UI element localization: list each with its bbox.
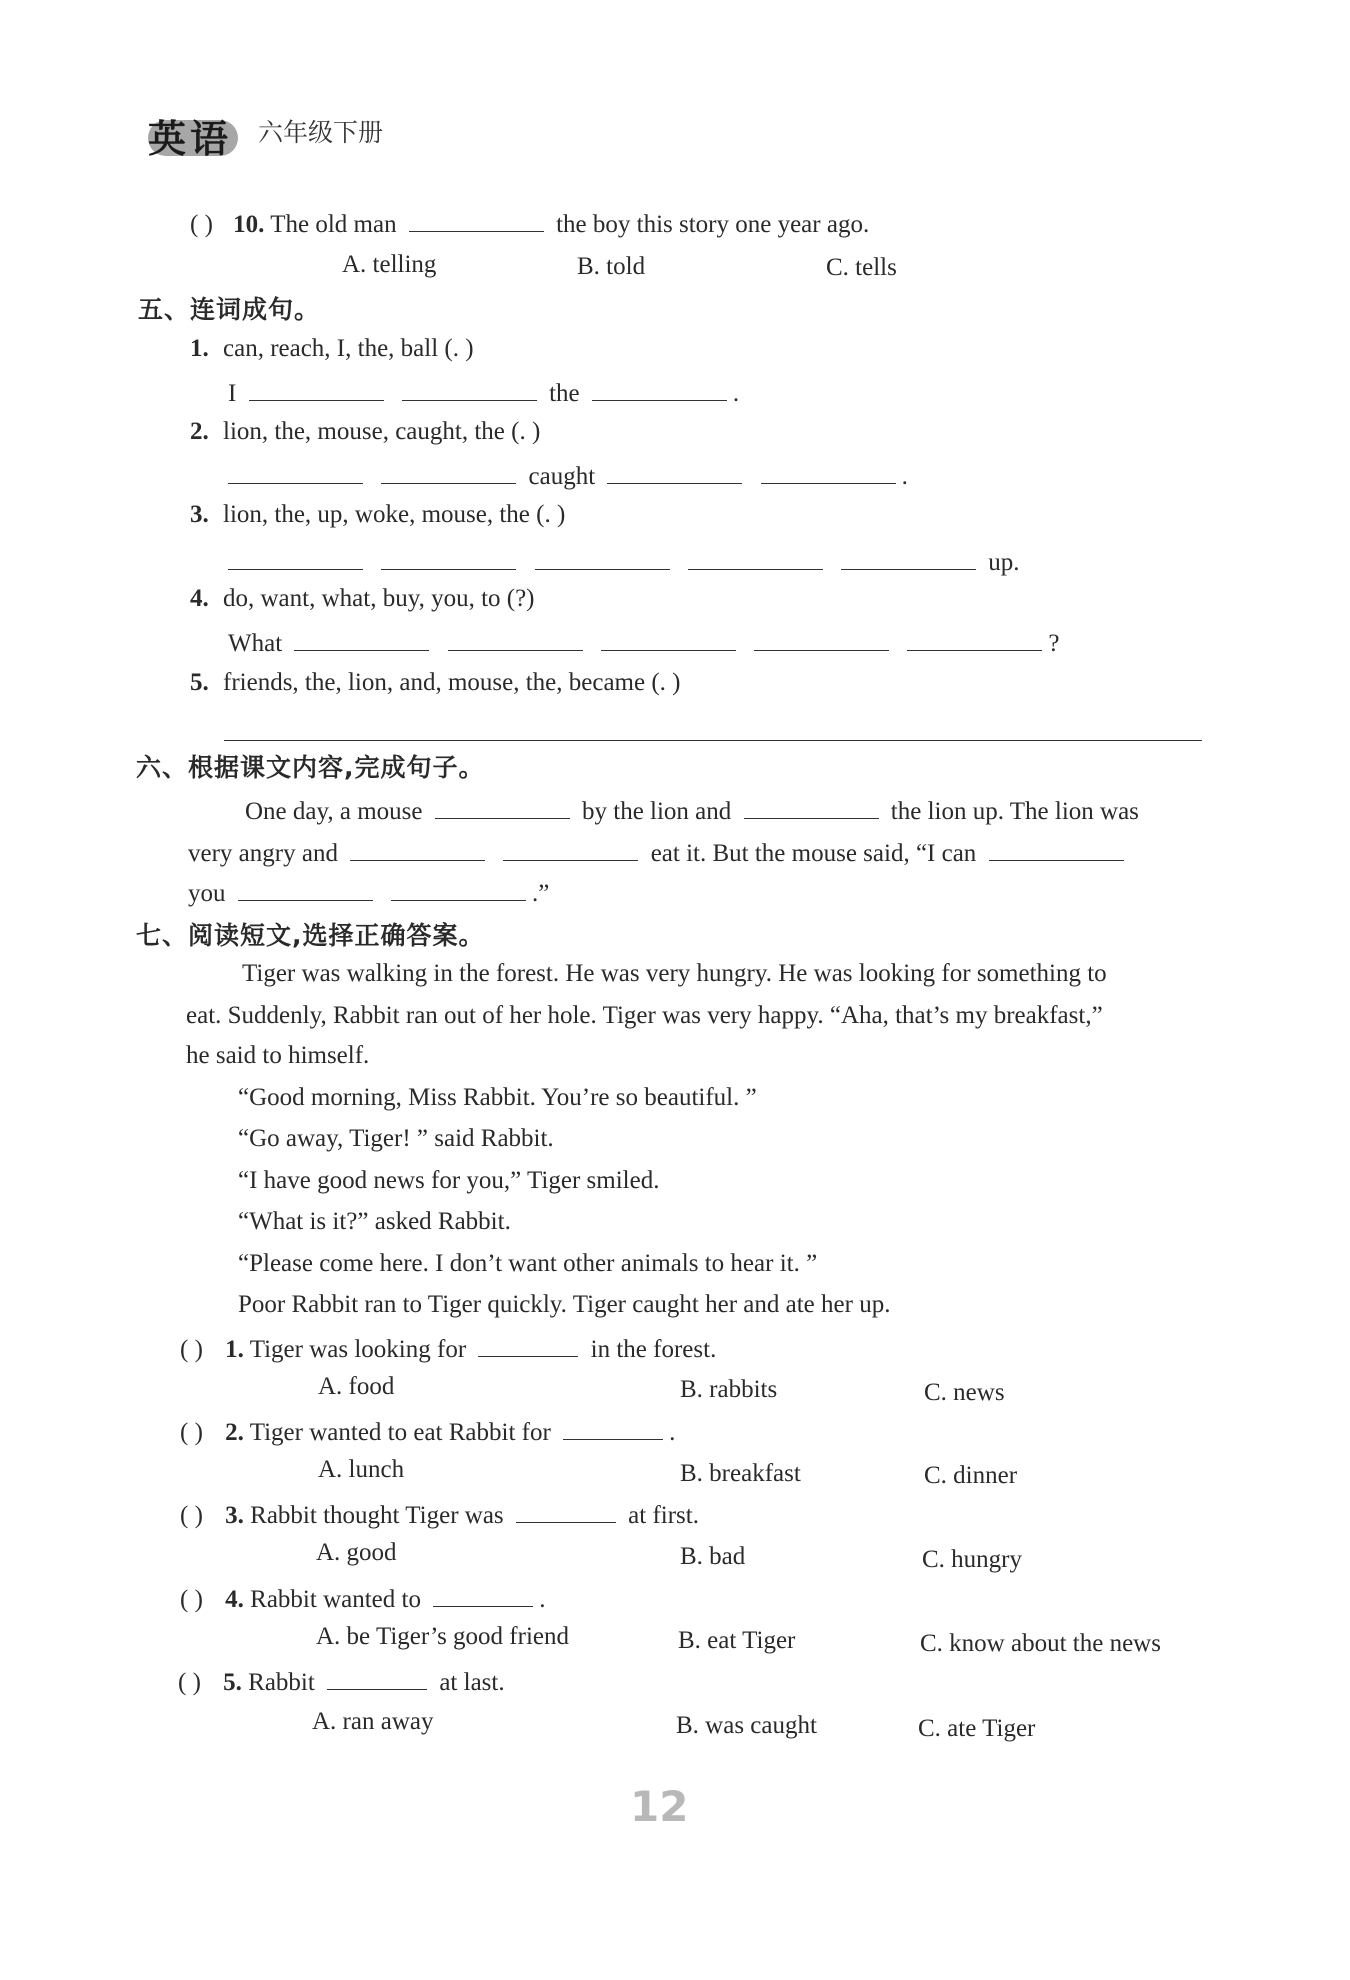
sentence-end: up. (988, 549, 1020, 576)
s7-q4-option-c: C. know about the news (920, 1630, 1161, 1657)
subject-logo (142, 108, 242, 161)
answer-blank[interactable] (503, 834, 638, 861)
question-number: 1. (225, 1336, 244, 1363)
s7-q2-option-c: C. dinner (924, 1462, 1018, 1489)
answer-blank[interactable] (516, 1496, 616, 1523)
s5-item2-words (190, 415, 540, 449)
section7-title: 七、阅读短文,选择正确答案。 (136, 921, 485, 950)
s7-q2-option-a: A. lunch (318, 1456, 405, 1483)
question-text: Rabbit wanted to (250, 1586, 421, 1613)
answer-blank[interactable] (744, 792, 879, 819)
q10-option-b: B. told (577, 253, 646, 280)
s7-q2 (180, 1413, 675, 1450)
question-text: Rabbit (248, 1669, 315, 1696)
passage-line: “Please come here. I don’t want other animals to hear it. ” (238, 1250, 818, 1277)
text: very angry and (188, 840, 338, 867)
answer-blank[interactable] (601, 624, 736, 651)
text: you (188, 880, 226, 907)
answer-paren[interactable]: ( ) (180, 1502, 203, 1529)
item-number: 2. (190, 418, 209, 445)
text: eat it. But the mouse said, “I can (650, 840, 977, 867)
s7-q3-option-c: C. hungry (922, 1546, 1022, 1573)
s7-q3-option-a: A. good (316, 1539, 397, 1566)
sentence-start: What (228, 630, 283, 657)
question-number: 4. (225, 1586, 244, 1613)
passage-line: “I have good news for you,” Tiger smiled. (238, 1167, 660, 1194)
answer-paren[interactable]: ( ) (180, 1586, 203, 1613)
s7-q1-option-c: C. news (924, 1379, 1005, 1406)
passage-line: eat. Suddenly, Rabbit ran out of her hole. Tiger was very happy. “Aha, that’s my breakfast,” (186, 1002, 1103, 1029)
sentence-word: caught (528, 463, 596, 490)
passage-line: he said to himself. (186, 1042, 370, 1069)
s7-q5-option-b: B. was caught (676, 1712, 817, 1739)
s6-line3 (188, 874, 549, 911)
question-text: at first. (628, 1502, 699, 1529)
answer-blank[interactable] (535, 543, 670, 570)
s7-q5 (178, 1663, 505, 1700)
s5-item1-answer (228, 374, 739, 411)
answer-blank[interactable] (327, 1663, 427, 1690)
q10-option-c: C. tells (826, 254, 897, 281)
sentence-end: ? (1048, 630, 1060, 657)
answer-line[interactable] (224, 740, 1202, 741)
answer-blank[interactable] (238, 874, 373, 901)
answer-blank[interactable] (448, 624, 583, 651)
sentence-end: . (901, 463, 908, 490)
answer-paren[interactable]: ( ) (180, 1336, 203, 1363)
grade-label: 六年级下册 (258, 118, 384, 147)
answer-blank[interactable] (391, 874, 526, 901)
word-list: do, want, what, buy, you, to (?) (223, 585, 535, 612)
s7-q4-option-b: B. eat Tiger (678, 1627, 796, 1654)
question-text: Rabbit thought Tiger was (250, 1502, 504, 1529)
word-list: lion, the, mouse, caught, the (. ) (223, 418, 541, 445)
answer-blank[interactable] (478, 1330, 578, 1357)
section5-title: 五、连词成句。 (138, 295, 321, 324)
question-text: at last. (439, 1669, 505, 1696)
s7-q2-option-b: B. breakfast (680, 1460, 801, 1487)
s7-q4 (180, 1580, 545, 1617)
answer-blank[interactable] (381, 543, 516, 570)
subject-title: 英语 (148, 117, 233, 161)
question-number: 2. (225, 1419, 244, 1446)
s7-q3-option-b: B. bad (680, 1543, 746, 1570)
item-number: 5. (190, 669, 209, 696)
s6-line2 (188, 834, 1130, 871)
item-number: 4. (190, 585, 209, 612)
sentence-end: . (732, 380, 740, 407)
question-text: Tiger was looking for (249, 1336, 467, 1363)
answer-blank[interactable] (754, 624, 889, 651)
answer-blank[interactable] (350, 834, 485, 861)
answer-blank[interactable] (761, 457, 896, 484)
answer-blank[interactable] (381, 457, 516, 484)
question-text: . (539, 1586, 546, 1613)
answer-blank[interactable] (228, 543, 363, 570)
answer-blank[interactable] (435, 792, 570, 819)
answer-blank[interactable] (433, 1580, 533, 1607)
s5-item3-answer (222, 543, 1020, 580)
question-number: 3. (225, 1502, 244, 1529)
word-list: lion, the, up, woke, mouse, the (. ) (223, 501, 566, 528)
question-number: 10. (233, 211, 265, 238)
s5-item1-words (190, 332, 474, 366)
q10-row (190, 205, 869, 242)
answer-blank[interactable] (249, 374, 384, 401)
section6-title: 六、根据课文内容,完成句子。 (136, 753, 485, 782)
item-number: 1. (190, 335, 209, 362)
answer-paren[interactable]: ( ) (178, 1669, 201, 1696)
text: One day, a mouse (245, 798, 423, 825)
passage-line: Tiger was walking in the forest. He was very hungry. He was looking for something to (242, 960, 1107, 987)
answer-paren[interactable]: ( ) (190, 211, 213, 238)
s7-q1 (180, 1330, 716, 1367)
s7-q3 (180, 1496, 699, 1533)
s7-q5-option-c: C. ate Tiger (918, 1715, 1036, 1742)
s5-item4-answer (228, 624, 1060, 661)
answer-blank[interactable] (563, 1413, 663, 1440)
s7-q4-option-a: A. be Tiger’s good friend (316, 1623, 570, 1650)
text: .” (532, 880, 550, 907)
s6-line1 (245, 792, 1139, 829)
question-text: . (669, 1419, 676, 1446)
answer-blank[interactable] (841, 543, 976, 570)
q10-option-a: A. telling (342, 251, 437, 278)
answer-blank[interactable] (607, 457, 742, 484)
passage-line: “Good morning, Miss Rabbit. You’re so beautiful. ” (238, 1084, 757, 1111)
answer-blank[interactable] (228, 457, 363, 484)
answer-blank[interactable] (409, 205, 544, 232)
answer-paren[interactable]: ( ) (180, 1419, 203, 1446)
s5-item4-words (190, 582, 535, 616)
passage-line: “What is it?” asked Rabbit. (238, 1208, 511, 1235)
text: the lion up. The lion was (890, 798, 1139, 825)
s7-q5-option-a: A. ran away (312, 1708, 434, 1735)
word-list: friends, the, lion, and, mouse, the, became (. ) (223, 669, 681, 696)
item-number: 3. (190, 501, 209, 528)
s5-item5-words (190, 666, 681, 700)
q10-text-end: the boy this story one year ago. (556, 211, 870, 238)
answer-blank[interactable] (907, 624, 1042, 651)
s5-item3-words (190, 498, 565, 532)
answer-blank[interactable] (294, 624, 429, 651)
sentence-start: I (228, 380, 237, 407)
passage-line: “Go away, Tiger! ” said Rabbit. (238, 1125, 554, 1152)
sentence-word: the (549, 380, 580, 407)
answer-blank[interactable] (989, 834, 1124, 861)
answer-blank[interactable] (592, 374, 727, 401)
s5-item2-answer (222, 457, 908, 494)
text: by the lion and (582, 798, 732, 825)
s7-q1-option-a: A. food (318, 1373, 395, 1400)
s7-q1-option-b: B. rabbits (680, 1376, 778, 1403)
question-text: in the forest. (590, 1336, 717, 1363)
question-text: Tiger wanted to eat Rabbit for (249, 1419, 551, 1446)
question-number: 5. (223, 1669, 242, 1696)
word-list: can, reach, I, the, ball (. ) (223, 335, 474, 362)
passage-line: Poor Rabbit ran to Tiger quickly. Tiger caught her and ate her up. (238, 1291, 891, 1318)
q10-text-start: The old man (270, 211, 397, 238)
answer-blank[interactable] (688, 543, 823, 570)
page-number: 12 (630, 1782, 689, 1831)
answer-blank[interactable] (402, 374, 537, 401)
